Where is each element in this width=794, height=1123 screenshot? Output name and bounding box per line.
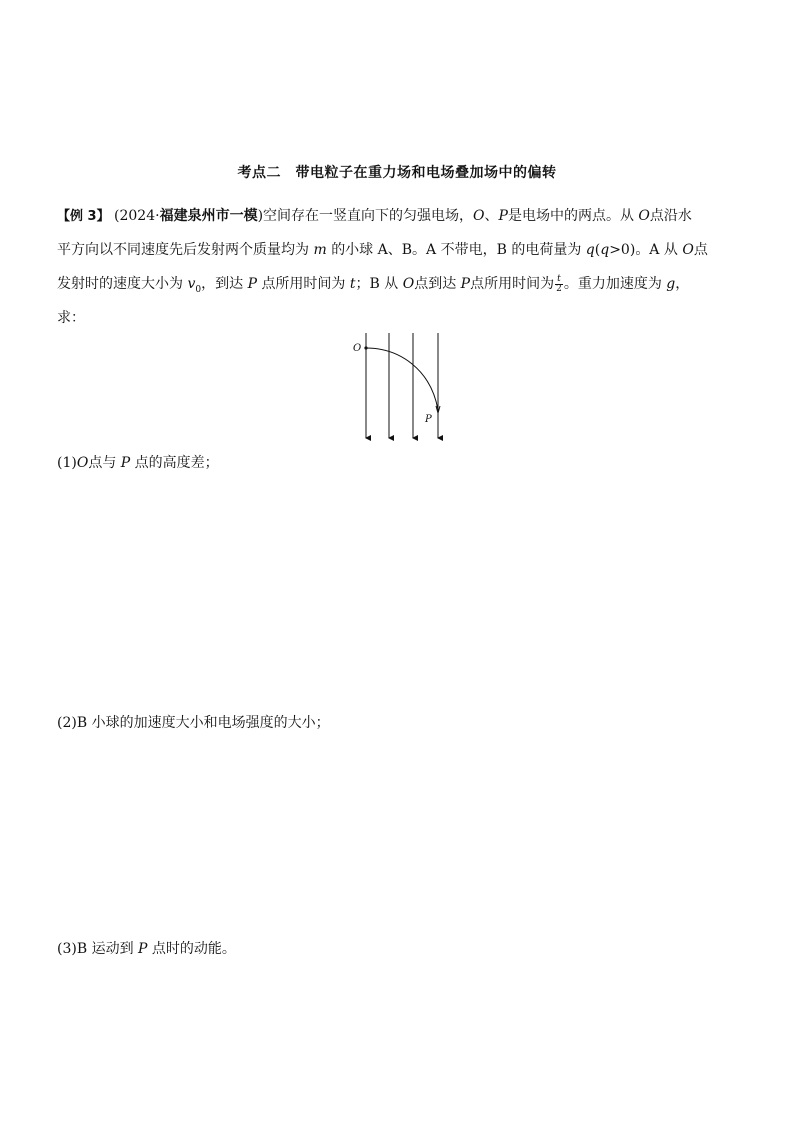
problem-line-4: 求： — [57, 310, 85, 326]
section-title: 考点二 带电粒子在重力场和电场叠加场中的偏转 — [237, 165, 557, 181]
problem-statement — [57, 199, 747, 335]
problem-line-1: 【例 3】 (2024·福建泉州市一模)空间存在一竖直向下的匀强电场，O、P是电场中的两点。从 O点沿水 — [57, 208, 692, 224]
question-2: (2)B 小球的加速度大小和电场强度的大小； — [57, 715, 330, 731]
question-1: (1)O点与 P 点的高度差； — [57, 455, 219, 471]
point-O-dot — [364, 346, 367, 349]
trajectory-curve — [366, 348, 438, 410]
label-P: P — [425, 414, 432, 425]
problem-line-2: 平方向以不同速度先后发射两个质量均为 m 的小球 A、B。A 不带电，B 的电荷量为 q(q>0)。A 从 O点 — [57, 242, 708, 258]
example-tag: 【例 3】 — [57, 209, 110, 224]
source-name: 福建泉州市一模 — [159, 208, 258, 224]
problem-line-3: 发射时的速度大小为 $v_0$，到达 P 点所用时间为 t；B 从 O点到达 P点所用时间为 $\frac{t}{2}$ 。重力加速度为 g， — [57, 273, 690, 295]
source-year: (2024· — [114, 208, 160, 224]
source-close: ) — [257, 208, 264, 224]
question-3: (3)B 运动到 P 点时的动能。 — [57, 941, 236, 957]
electric-field-diagram — [345, 330, 455, 445]
fraction-t-over-2: $\frac{t}{2}$ — [556, 273, 562, 294]
label-O: O — [353, 343, 362, 354]
